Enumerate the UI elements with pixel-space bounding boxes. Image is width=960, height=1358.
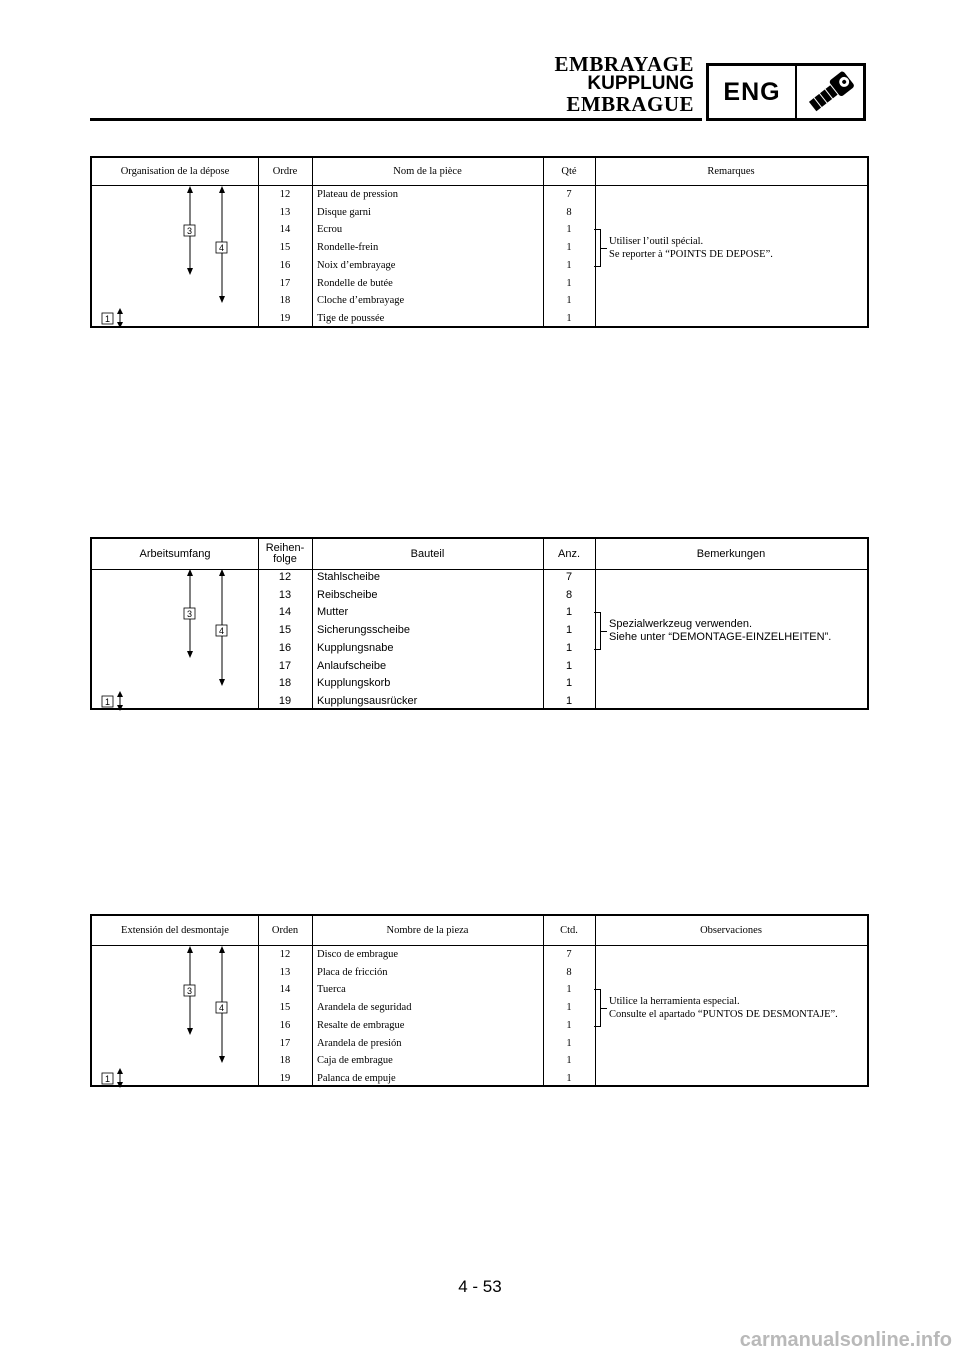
row-order: 16	[279, 259, 291, 271]
header-order: Ordre	[272, 166, 298, 177]
row-qty: 1	[566, 312, 572, 324]
row-qty: 7	[565, 571, 573, 583]
page-number: 4 - 53	[458, 1277, 502, 1296]
row-order: 16	[279, 1019, 291, 1031]
engine-icon	[797, 66, 863, 118]
header-order: Orden	[271, 925, 299, 936]
title-german: KUPPLUNG	[587, 73, 694, 94]
row-qty: 8	[566, 206, 572, 218]
row-qty: 1	[566, 224, 572, 236]
header-part-name: Bauteil	[410, 547, 445, 560]
row-part-name: Sicherungsscheibe	[317, 624, 410, 637]
remark-bracket	[594, 612, 601, 650]
row-part-name: Cloche d’embrayage	[317, 295, 405, 307]
row-order: 12	[278, 571, 292, 583]
row-part-name: Kupplungskorb	[317, 677, 391, 690]
watermark: carmanualsonline.info	[739, 1329, 952, 1351]
header-qty: Anz.	[557, 547, 580, 560]
remark-line: Se reporter à “POINTS DE DEPOSE”.	[609, 249, 773, 260]
row-order: 15	[279, 242, 291, 254]
row-part-name: Kupplungsnabe	[317, 641, 394, 654]
parts-table-spanish	[90, 914, 869, 1087]
row-part-name: Rondelle-frein	[317, 242, 379, 254]
row-part-name: Stahlscheibe	[317, 571, 380, 583]
header-removal-order: Extensión del desmontaje	[121, 925, 229, 936]
row-order: 13	[279, 966, 291, 978]
remark-text	[609, 235, 773, 261]
row-qty: 1	[566, 984, 572, 996]
row-qty: 1	[566, 1037, 572, 1049]
row-order: 17	[278, 659, 292, 672]
row-part-name: Disco de embrague	[317, 949, 399, 960]
row-qty: 1	[566, 277, 572, 289]
row-qty: 1	[566, 1055, 572, 1067]
row-order: 19	[278, 694, 292, 707]
marker-label: 4	[218, 626, 225, 636]
parts-table-french	[90, 156, 869, 328]
row-order: 14	[279, 984, 291, 996]
row-qty: 1	[565, 694, 573, 707]
row-part-name: Resalte de embrague	[317, 1019, 405, 1031]
row-order: 16	[278, 641, 292, 654]
row-order: 12	[279, 949, 291, 960]
row-part-name: Disque garni	[317, 206, 371, 218]
header-part-name: Nom de la pièce	[393, 166, 462, 177]
row-qty: 7	[566, 189, 572, 200]
row-part-name: Caja de embrague	[317, 1055, 393, 1067]
row-order: 17	[279, 1037, 291, 1049]
marker-label: 4	[218, 243, 225, 253]
marker-label: 1	[104, 697, 111, 707]
row-part-name: Ecrou	[317, 224, 343, 236]
row-order: 13	[278, 588, 292, 601]
remark-text	[609, 618, 831, 644]
header-qty: Ctd.	[560, 925, 578, 936]
removal-sequence-arrows	[92, 158, 258, 328]
row-part-name: Tige de poussée	[317, 312, 385, 324]
title-spanish: EMBRAGUE	[566, 92, 694, 116]
row-qty: 1	[565, 641, 573, 654]
row-order: 19	[279, 312, 291, 324]
header-qty: Qté	[561, 166, 577, 177]
row-order: 15	[279, 1002, 291, 1014]
marker-label: 4	[218, 1003, 225, 1013]
parts-table-german	[90, 537, 869, 710]
remark-line: Utiliser l’outil spécial.	[609, 236, 704, 247]
row-qty: 8	[565, 588, 573, 601]
removal-sequence-arrows	[92, 539, 258, 711]
row-order: 18	[279, 1055, 291, 1067]
row-order: 12	[279, 189, 291, 200]
row-qty: 1	[566, 295, 572, 307]
row-part-name: Mutter	[317, 606, 349, 619]
row-order: 14	[279, 224, 291, 236]
row-qty: 1	[565, 606, 573, 619]
header-removal-order: Arbeitsumfang	[139, 547, 211, 560]
row-part-name: Placa de fricción	[317, 966, 388, 978]
row-qty: 1	[566, 242, 572, 254]
row-qty: 1	[566, 259, 572, 271]
row-part-name: Kupplungsausrücker	[317, 694, 418, 707]
row-part-name: Arandela de presión	[317, 1037, 402, 1049]
marker-label: 1	[104, 314, 111, 324]
title-french: EMBRAYAGE	[554, 52, 694, 76]
row-qty: 8	[566, 966, 572, 978]
remark-line: Spezialwerkzeug verwenden.	[609, 618, 753, 630]
row-qty: 1	[566, 1019, 572, 1031]
section-titles	[555, 54, 694, 114]
row-part-name: Arandela de seguridad	[317, 1002, 412, 1014]
header-removal-order: Organisation de la dépose	[120, 166, 230, 177]
marker-label: 3	[186, 226, 193, 236]
row-qty: 1	[565, 677, 573, 690]
row-order: 19	[279, 1072, 291, 1084]
row-qty: 1	[565, 624, 573, 637]
remark-bracket	[594, 229, 601, 267]
row-qty: 1	[565, 659, 573, 672]
marker-label: 3	[186, 609, 193, 619]
row-part-name: Tuerca	[317, 984, 346, 996]
removal-sequence-arrows	[92, 916, 258, 1088]
row-order: 18	[278, 677, 292, 690]
section-badge	[706, 63, 866, 121]
header-remarks: Observaciones	[700, 925, 762, 936]
remark-line: Consulte el apartado “PUNTOS DE DESMONTAJE”.	[609, 1009, 838, 1020]
remark-line: Siehe unter “DEMONTAGE-EINZELHEITEN”.	[609, 631, 832, 643]
row-order: 18	[279, 295, 291, 307]
remark-bracket	[594, 989, 601, 1027]
row-qty: 7	[566, 949, 572, 960]
remark-text	[609, 995, 838, 1021]
row-order: 17	[279, 277, 291, 289]
row-order: 13	[279, 206, 291, 218]
row-order: 15	[278, 624, 292, 637]
marker-label: 3	[186, 986, 193, 996]
remark-line: Utilice la herramienta especial.	[609, 996, 740, 1007]
row-part-name: Reibscheibe	[317, 588, 378, 601]
section-label: ENG	[709, 66, 797, 118]
row-part-name: Noix d’embrayage	[317, 259, 396, 271]
header-remarks: Bemerkungen	[696, 547, 766, 560]
row-part-name: Plateau de pression	[317, 189, 399, 200]
row-part-name: Anlaufscheibe	[317, 659, 387, 672]
row-order: 14	[278, 606, 292, 619]
row-part-name: Palanca de empuje	[317, 1072, 396, 1084]
row-qty: 1	[566, 1002, 572, 1014]
header-rule	[90, 118, 702, 121]
row-qty: 1	[566, 1072, 572, 1084]
header-order: Reihen- folge	[265, 542, 305, 565]
marker-label: 1	[104, 1074, 111, 1084]
row-part-name: Rondelle de butée	[317, 277, 393, 289]
header-remarks: Remarques	[707, 166, 755, 177]
header-part-name: Nombre de la pieza	[386, 925, 469, 936]
